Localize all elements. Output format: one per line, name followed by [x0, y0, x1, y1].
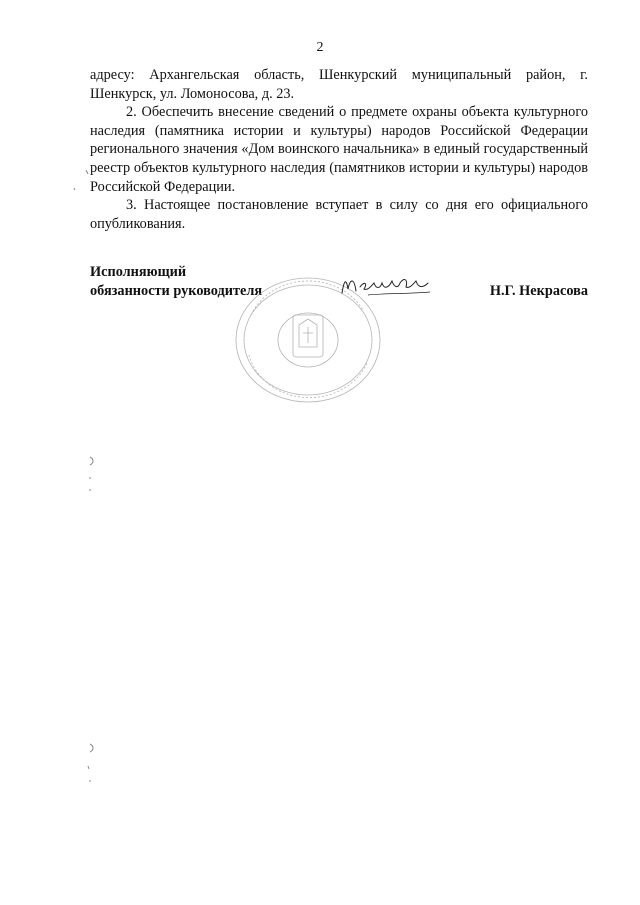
margin-mark [80, 455, 100, 495]
signatory-title-line-2: обязанности руководителя [90, 282, 263, 299]
signature-block [90, 263, 588, 403]
margin-mark [70, 168, 90, 198]
handwritten-signature [338, 271, 433, 299]
paragraph-1: адресу: Архангельская область, Шенкурский муниципальный район, г. Шенкурск, ул. Ломоносова, д. 23. [90, 67, 588, 102]
paragraph-3: 3. Настоящее постановление вступает в силу со дня его официального опубликования. [90, 197, 588, 232]
signatory-title-line-1: Исполняющий [90, 264, 187, 280]
page-number: 2 [316, 40, 324, 55]
margin-mark [80, 742, 100, 792]
document-body [90, 66, 588, 233]
signatory-name: Н.Г. Некрасова [489, 282, 588, 299]
paragraph-2: 2. Обеспечить внесение сведений о предмете охраны объекта культурного наследия (памятника истории и культуры) народов Российской Федерации регионального значения «Дом воинского начальника» в единый государственный реестр объектов культурного наследия (памятников истории и культуры) народов Российской Федерации. [90, 104, 588, 195]
